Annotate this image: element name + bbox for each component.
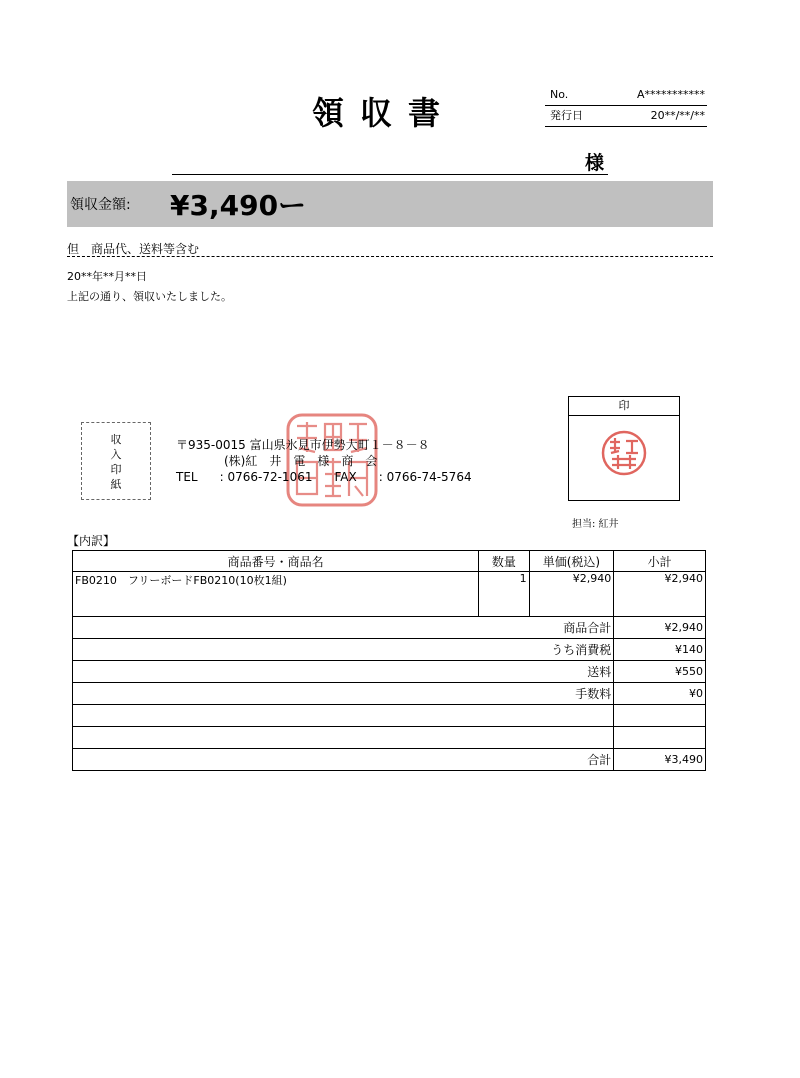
header-unit-price: 単価(税込) bbox=[529, 551, 614, 572]
summary-value: ¥2,940 bbox=[614, 617, 706, 639]
header-product: 商品番号・商品名 bbox=[73, 551, 479, 572]
recipient-line bbox=[172, 174, 608, 175]
receipt-meta bbox=[545, 85, 707, 127]
tel-number: : 0766-72-1061 bbox=[219, 470, 313, 484]
summary-label: 合計 bbox=[73, 749, 614, 771]
issuer-block bbox=[176, 437, 472, 485]
recipient-honorific: 様 bbox=[585, 152, 605, 174]
summary-value: ¥0 bbox=[614, 683, 706, 705]
seal-box bbox=[568, 396, 680, 501]
summary-row-shipping bbox=[73, 661, 706, 683]
receipt-number-label: No. bbox=[550, 88, 569, 101]
received-statement: 上記の通り、領収いたしました。 bbox=[67, 290, 232, 303]
breakdown-header-row bbox=[73, 551, 706, 572]
summary-label: 手数料 bbox=[73, 683, 614, 705]
header-qty: 数量 bbox=[479, 551, 529, 572]
personal-seal-icon bbox=[600, 429, 648, 477]
summary-value bbox=[614, 705, 706, 727]
receipt-number-row bbox=[545, 85, 707, 106]
proviso-divider bbox=[67, 256, 713, 257]
summary-value: ¥3,490 bbox=[614, 749, 706, 771]
fax-number: : 0766-74-5764 bbox=[378, 470, 472, 484]
revenue-stamp-box bbox=[81, 422, 151, 500]
revenue-stamp-text: 収 入 印 紙 bbox=[110, 433, 122, 491]
summary-row-blank bbox=[73, 705, 706, 727]
table-row bbox=[73, 572, 706, 617]
item-qty: 1 bbox=[479, 572, 529, 617]
breakdown-title: 【内訳】 bbox=[67, 534, 116, 548]
issue-date-label: 発行日 bbox=[550, 109, 583, 122]
breakdown-table bbox=[72, 550, 706, 771]
amount-label: 領収金額: bbox=[70, 197, 131, 213]
summary-label: うち消費税 bbox=[73, 639, 614, 661]
receipt-date: 20**年**月**日 bbox=[67, 270, 147, 283]
summary-value: ¥140 bbox=[614, 639, 706, 661]
summary-value bbox=[614, 727, 706, 749]
receipt-number-value: A*********** bbox=[636, 88, 705, 101]
person-in-charge: 担当: 紅井 bbox=[572, 519, 619, 530]
item-subtotal: ¥2,940 bbox=[614, 572, 706, 617]
summary-label: 送料 bbox=[73, 661, 614, 683]
summary-label bbox=[73, 727, 614, 749]
summary-label: 商品合計 bbox=[73, 617, 614, 639]
header-subtotal: 小計 bbox=[614, 551, 706, 572]
receipt-title: 領収書 bbox=[312, 94, 457, 132]
seal-box-header: 印 bbox=[569, 397, 679, 416]
amount-value: ¥3,490ー bbox=[170, 189, 307, 222]
amount-band bbox=[67, 181, 713, 227]
issue-date-value: 20**/**/** bbox=[650, 109, 705, 122]
fax-label: FAX bbox=[334, 470, 357, 484]
summary-row-total bbox=[73, 749, 706, 771]
item-unit-price: ¥2,940 bbox=[529, 572, 614, 617]
issuer-address: 〒935-0015 富山県氷見市伊勢大町１－８－８ bbox=[176, 438, 430, 452]
issuer-contact bbox=[176, 469, 472, 485]
proviso: 但 商品代、送料等含む bbox=[67, 242, 200, 256]
summary-row-goods-total bbox=[73, 617, 706, 639]
issuer-company-name: (株)紅 井 電 様 商 会 bbox=[224, 454, 378, 468]
summary-row-tax bbox=[73, 639, 706, 661]
summary-row-fee bbox=[73, 683, 706, 705]
tel-label: TEL bbox=[176, 470, 198, 484]
item-name: FB0210 フリーボードFB0210(10枚1組) bbox=[73, 572, 479, 617]
issue-date-row bbox=[545, 106, 707, 127]
summary-value: ¥550 bbox=[614, 661, 706, 683]
summary-label bbox=[73, 705, 614, 727]
summary-row-blank bbox=[73, 727, 706, 749]
